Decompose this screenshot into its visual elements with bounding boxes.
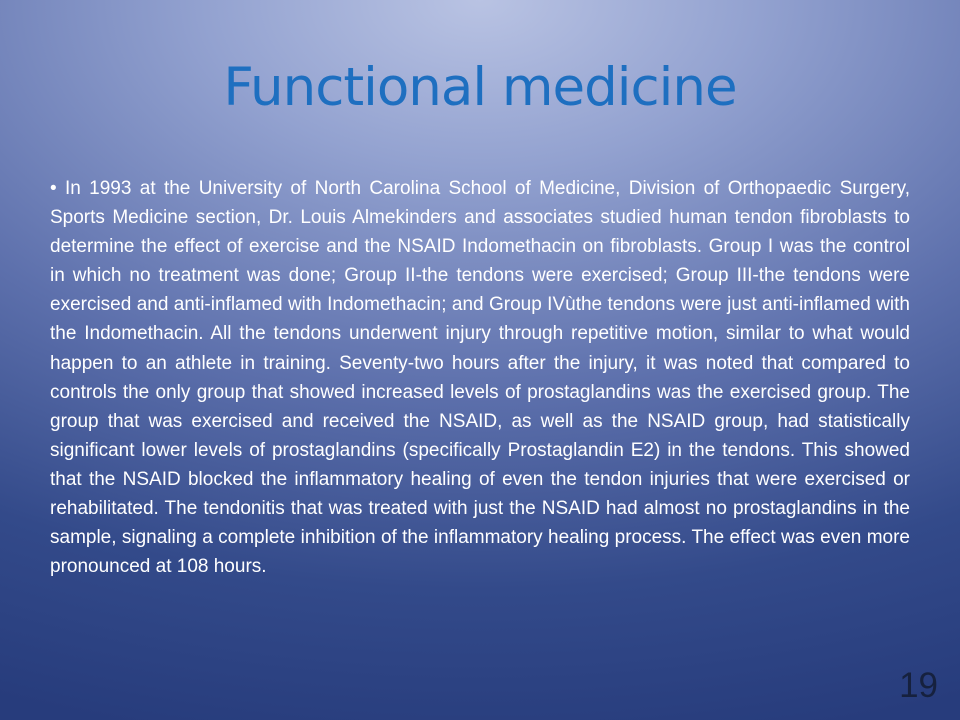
bullet-marker: • bbox=[50, 178, 57, 199]
bullet-paragraph bbox=[50, 174, 910, 581]
slide-number: 19 bbox=[899, 666, 938, 705]
slide-title: Functional medicine bbox=[223, 57, 737, 118]
bullet-text: In 1993 at the University of North Carolina School of Medicine, Division of Orthopaedic Surgery, Sports Medicine section, Dr. Louis Almekinders and associates studied human tendon fibroblasts to determine the effect of exercise and the NSAID Indomethacin on fibroblasts. Group I was the control in which no treatment was done; Group II-the tendons were exercised; Group III-the tendons were exercised and anti-inflamed with Indomethacin; and Group IVùthe tendons were just anti-inflamed with the Indomethacin. All the tendons underwent injury through repetitive motion, similar to what would happen to an athlete in training. Seventy-two hours after the injury, it was noted that compared to controls the only group that showed increased levels of prostaglandins was the exercised group. The group that was exercised and received the NSAID, as well as the NSAID group, had statistically significant lower levels of prostaglandins (specifically Prostaglandin E2) in the tendons. This showed that the NSAID blocked the inflammatory healing of even the tendon injuries that were exercised or rehabilitated. The tendonitis that was treated with just the NSAID had almost no prostaglandins in the sample, signaling a complete inhibition of the inflammatory healing process. The effect was even more pronounced at 108 hours. bbox=[50, 178, 910, 578]
